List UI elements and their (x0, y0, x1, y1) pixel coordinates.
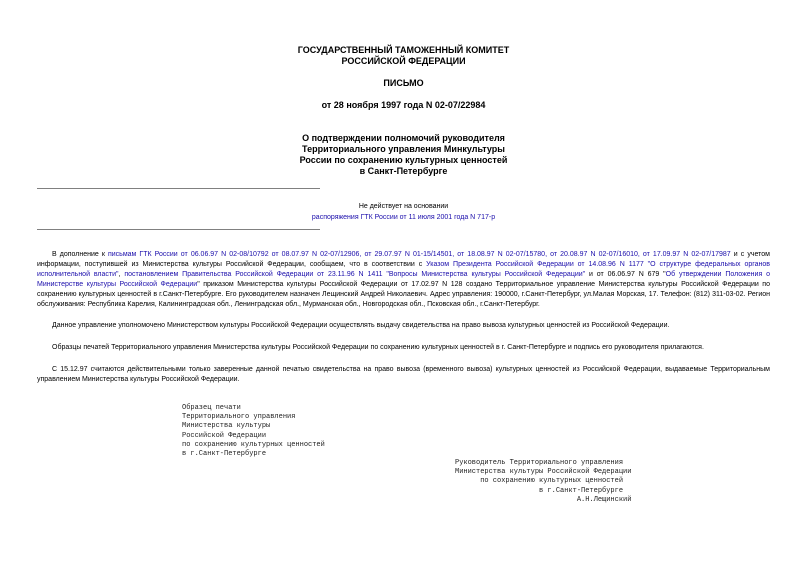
org-line-1: ГОСУДАРСТВЕННЫЙ ТАМОЖЕННЫЙ КОМИТЕТ (297, 45, 510, 55)
paragraph-1 (37, 250, 770, 310)
paragraph-3: Образцы печатей Территориального управления Министерства культуры Российской Федерации по сохранению культурных ценностей в г. Санкт-Петербурге и подпись его руководителя прилагаются. (52, 344, 704, 351)
ministry-regulation-link[interactable]: Об утверждении Положения о Министерстве культуры Российской Федерации (37, 271, 770, 288)
title-line-4: в Санкт-Петербурге (359, 166, 448, 176)
issuer-org (0, 45, 807, 67)
divider-bottom (37, 229, 320, 230)
government-resolution-link[interactable]: постановлением Правительства Российской Федерации от 23.11.96 N 1411 "Вопросы Министерства культуры Российской Федерации" (124, 271, 586, 278)
doc-type: ПИСЬМО (383, 78, 424, 88)
repeal-order-link[interactable]: распоряжения ГТК России от 11 июля 2001 года N 717-р (311, 214, 496, 221)
title-line-3: России по сохранению культурных ценностей (299, 155, 508, 165)
paragraph-1-text-e: " приказом Министерства культуры Российской Федерации от 17.02.97 N 128 создано Территориальное управление Министерства культуры Российской Федерации по сохранению культурных ценностей в г.Санкт-Петербурге. Его руководителем назначен Лещинский Андрей Николаевич. Адрес управления: 190000, г.Санкт-Петербург, ул.Малая Морская, 17. Телефон: (812) 311-03-02. Регион обслуживания: Республика Карелия, Калининградская обл., Ленинградская обл., Мурманская обл., Новгородская обл., Псковская обл., г.Санкт-Петербург. (37, 281, 770, 308)
gtk-letters-link[interactable]: письмам ГТК России от 06.06.97 N 02-08/10792 от 08.07.97 N 02-07/12906, от 29.07.97 N 01-15/14501, от 18.08.97 N 02-07/15780, от 20.08.97 N 02-07/16010, от 17.09.97 N 02-07/17987 (107, 251, 731, 258)
paragraph-1-text-b: и с учетом информации, поступившей из Министерства культуры Российской Федерации, сообщаем, что в соответствии с (37, 251, 770, 268)
org-line-2: РОССИЙСКОЙ ФЕДЕРАЦИИ (341, 56, 466, 66)
paragraph-2: Данное управление уполномочено Министерством культуры Российской Федерации осуществлять выдачу свидетельства на право вывоза культурных ценностей из Российской Федерации. (52, 322, 670, 329)
paragraph-1-text-a: В дополнение к (52, 251, 108, 258)
signature-block: Руководитель Территориального управления Министерства культуры Российской Федерации по сохранению культурных ценностей в г.Санкт-Петербурге А.Н.Лещинский (455, 459, 632, 504)
paragraph-1-text-c: , (118, 271, 125, 278)
title-line-1: О подтверждении полномочий руководителя (302, 133, 505, 143)
divider-top (37, 188, 320, 189)
doc-title (0, 133, 807, 177)
doc-date-number: от 28 ноября 1997 года N 02-07/22984 (321, 100, 486, 110)
paragraph-4: С 15.12.97 считаются действительными только заверенные данной печатью свидетельства на право вывоза (временного вывоза) культурных ценностей из Российской Федерации, выдаваемые Территориальным управлением Министерства культуры Российской Федерации. (37, 366, 770, 383)
presidential-decree-link[interactable]: Указом Президента Российской Федерации от 14.08.96 N 1177 "О структуре федеральных органов исполнительной власти" (37, 261, 770, 278)
status-notice (0, 201, 807, 223)
status-notice-text: Не действует на основании (358, 203, 449, 210)
title-line-2: Территориального управления Минкультуры (302, 144, 505, 154)
paragraph-1-text-d: и от 06.06.97 N 679 " (585, 271, 666, 278)
seal-sample-block: Образец печати Территориального управления Министерства культуры Российской Федерации по сохранению культурных ценностей в г.Санкт-Петербурге (182, 404, 325, 459)
